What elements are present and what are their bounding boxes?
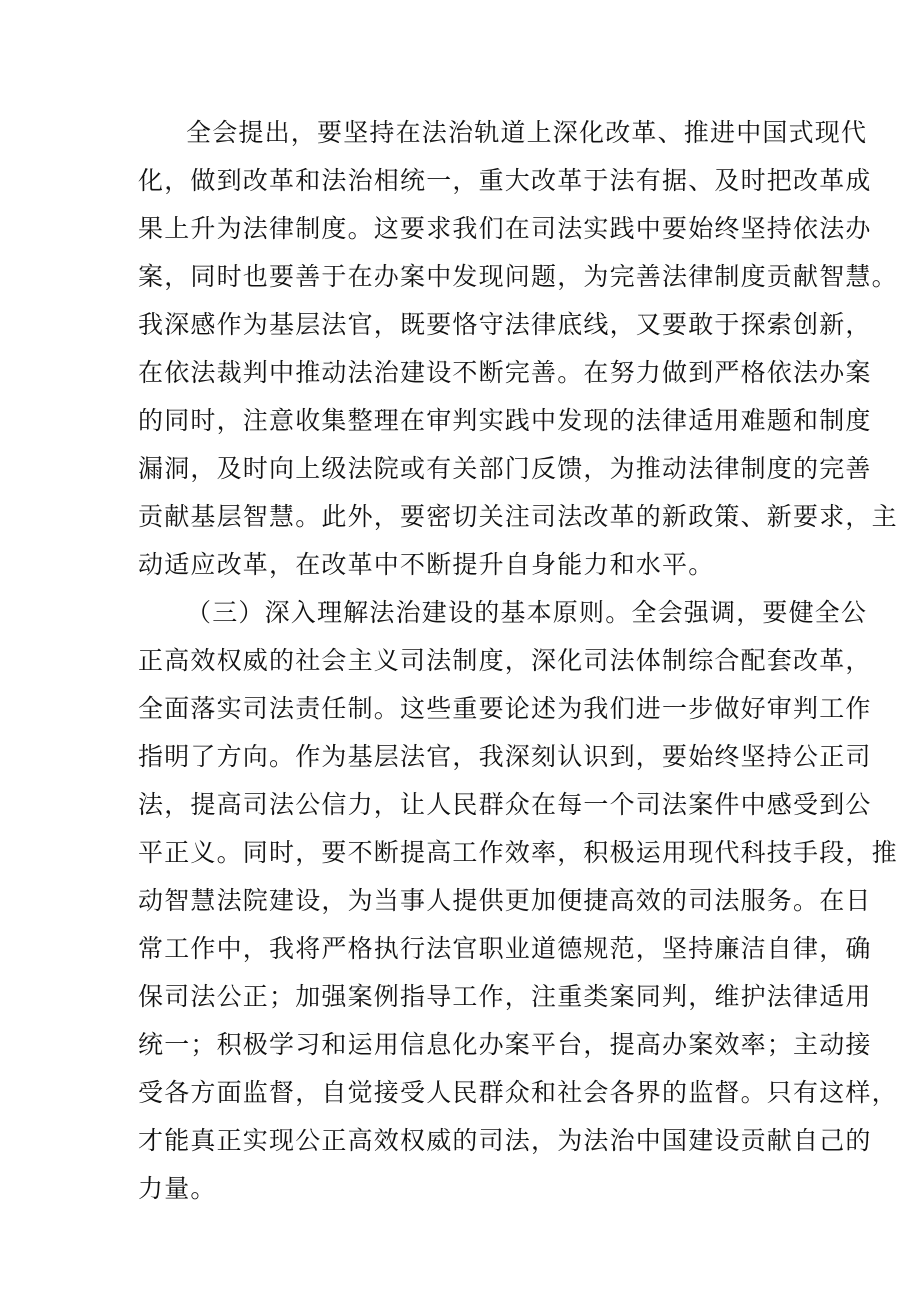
paragraph-2-line-3: 全面落实司法责任制。这些重要论述为我们进一步做好审判工作 xyxy=(138,694,872,723)
paragraph-1-line-4: 案，同时也要善于在办案中发现问题，为完善法律制度贡献智慧。 xyxy=(138,262,898,291)
paragraph-1-line-2: 化，做到改革和法治相统一，重大改革于法有据、及时把改革成 xyxy=(138,166,872,195)
paragraph-1-line-3: 果上升为法律制度。这要求我们在司法实践中要始终坚持依法办 xyxy=(138,214,872,243)
paragraph-1-line-10: 动适应改革，在改革中不断提升自身能力和水平。 xyxy=(138,550,715,579)
paragraph-1-line-5: 我深感作为基层法官，既要恪守法律底线，又要敢于探索创新， xyxy=(138,310,872,339)
paragraph-2-line-12: 才能真正实现公正高效权威的司法，为法治中国建设贡献自己的 xyxy=(138,1126,872,1155)
paragraph-1-line-7: 的同时，注意收集整理在审判实践中发现的法律适用难题和制度 xyxy=(138,406,872,435)
paragraph-2-line-5: 法，提高司法公信力，让人民群众在每一个司法案件中感受到公 xyxy=(138,790,872,819)
paragraph-2-line-2: 正高效权威的社会主义司法制度，深化司法体制综合配套改革， xyxy=(138,646,872,675)
paragraph-2-line-8: 常工作中，我将严格执行法官职业道德规范，坚持廉洁自律，确 xyxy=(138,934,872,963)
paragraph-2-line-11: 受各方面监督，自觉接受人民群众和社会各界的监督。只有这样， xyxy=(138,1078,898,1107)
paragraph-1-line-1: 全会提出，要坚持在法治轨道上深化改革、推进中国式现代 xyxy=(186,118,868,147)
paragraph-2-line-7: 动智慧法院建设，为当事人提供更加便捷高效的司法服务。在日 xyxy=(138,886,872,915)
paragraph-2-line-4: 指明了方向。作为基层法官，我深刻认识到，要始终坚持公正司 xyxy=(138,742,872,771)
paragraph-2-line-1: （三）深入理解法治建设的基本原则。全会强调，要健全公 xyxy=(186,598,868,627)
paragraph-2-line-6: 平正义。同时，要不断提高工作效率，积极运用现代科技手段，推 xyxy=(138,838,898,867)
paragraph-1-line-6: 在依法裁判中推动法治建设不断完善。在努力做到严格依法办案 xyxy=(138,358,872,387)
paragraph-2-line-13: 力量。 xyxy=(138,1174,217,1203)
paragraph-1-line-8: 漏洞，及时向上级法院或有关部门反馈，为推动法律制度的完善 xyxy=(138,454,872,483)
paragraph-2-line-10: 统一；积极学习和运用信息化办案平台，提高办案效率；主动接 xyxy=(138,1030,872,1059)
paragraph-2-line-9: 保司法公正；加强案例指导工作，注重类案同判，维护法律适用 xyxy=(138,982,872,1011)
paragraph-1-line-9: 贡献基层智慧。此外，要密切关注司法改革的新政策、新要求，主 xyxy=(138,502,898,531)
